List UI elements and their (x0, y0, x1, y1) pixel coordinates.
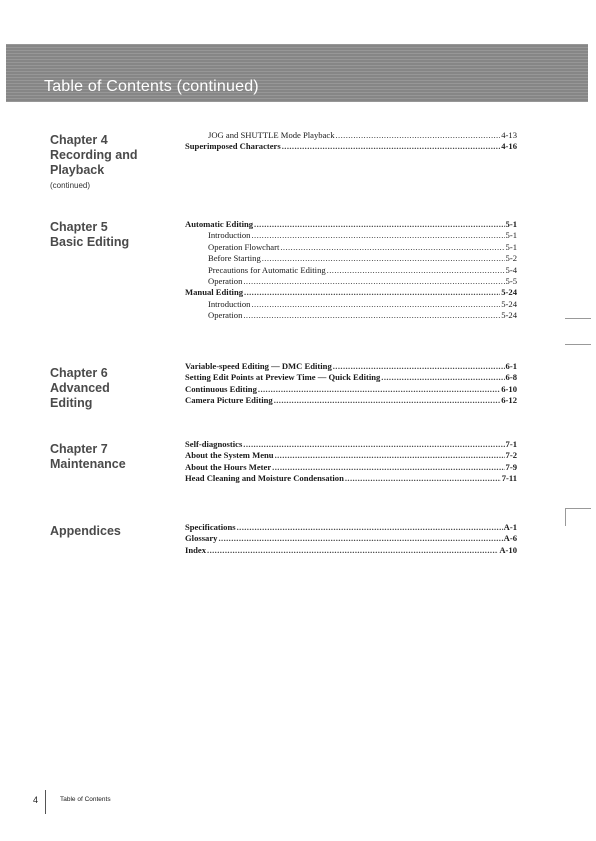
toc-entry-title: JOG and SHUTTLE Mode Playback (208, 130, 335, 140)
toc-leader-dots (218, 533, 502, 544)
toc-entry-title: About the System Menu (185, 450, 274, 461)
toc-leader-dots (336, 130, 501, 141)
toc-entry[interactable] (185, 242, 517, 253)
chapter-heading-line: Basic Editing (50, 235, 130, 249)
toc-leader-dots (243, 439, 504, 450)
chapter-heading-line: Playback (50, 163, 105, 177)
toc-leader-dots (243, 310, 500, 321)
toc-entry-page: 5-4 (505, 264, 517, 275)
toc-entry-title: Head Cleaning and Moisture Condensation (185, 473, 344, 484)
toc-entry-title: Introduction (208, 298, 251, 309)
footer-label: Table of Contents (60, 796, 111, 803)
toc-entry-title: Variable-speed Editing — DMC Editing (185, 361, 332, 371)
chapter-heading-line: Chapter 7 (50, 442, 108, 456)
toc-entry[interactable] (185, 310, 517, 321)
toc-leader-dots (275, 450, 505, 461)
toc-entry-title: Introduction (208, 230, 251, 241)
toc-entry-page: A-1 (503, 522, 517, 532)
chapter-entries (185, 439, 517, 485)
chapter-heading-line: Appendices (50, 524, 121, 538)
chapter-heading (50, 442, 126, 472)
toc-entry-page: 5-2 (505, 253, 517, 264)
toc-leader-dots (207, 545, 498, 556)
toc-entry-title: Glossary (185, 533, 218, 544)
toc-entry[interactable] (185, 287, 517, 298)
toc-leader-dots (251, 230, 504, 241)
chapter-heading-line: Recording and (50, 148, 138, 162)
chapter-entries (185, 522, 517, 556)
toc-entry-page: 6-12 (501, 395, 517, 406)
toc-leader-dots (327, 265, 505, 276)
toc-leader-dots (280, 242, 504, 253)
toc-entry[interactable] (185, 141, 517, 152)
toc-leader-dots (282, 141, 501, 152)
toc-entry[interactable] (185, 372, 517, 383)
page-title: Table of Contents (continued) (44, 78, 259, 95)
toc-entry-page: 4-16 (501, 141, 517, 152)
chapter-heading-line: Editing (50, 396, 93, 410)
chapter-heading (50, 524, 121, 539)
toc-entry-page: 5-5 (505, 275, 517, 286)
chapter-entries (185, 361, 517, 407)
toc-entry-page: 6-10 (501, 383, 517, 394)
toc-leader-dots (381, 372, 504, 383)
toc-leader-dots (251, 299, 500, 310)
toc-entry-page: 7-9 (505, 461, 517, 472)
toc-entry-title: Setting Edit Points at Preview Time — Quick Editing (185, 372, 381, 383)
toc-entry[interactable] (185, 276, 517, 287)
edge-mark (565, 318, 591, 319)
toc-leader-dots (254, 219, 504, 230)
toc-leader-dots (274, 395, 501, 406)
toc-entry-page: 6-8 (505, 372, 517, 383)
toc-leader-dots (262, 253, 505, 264)
toc-entry-title: Camera Picture Editing (185, 395, 273, 406)
chapter-heading-line: Chapter 6 (50, 366, 108, 380)
toc-entry-title: Before Starting (208, 253, 261, 264)
toc-entry-title: Superimposed Characters (185, 141, 281, 152)
toc-entry[interactable] (185, 230, 517, 241)
edge-mark (565, 508, 591, 509)
toc-entry-page: 5-1 (505, 230, 517, 241)
toc-entry[interactable] (185, 219, 517, 230)
toc-entry[interactable] (185, 130, 517, 141)
toc-leader-dots (333, 361, 505, 372)
toc-entry-title: Index (185, 544, 207, 555)
toc-entry-title: About the Hours Meter (185, 461, 272, 472)
toc-leader-dots (272, 462, 504, 473)
chapter-heading-line: Chapter 5 (50, 220, 108, 234)
toc-entry-page: 4-13 (501, 130, 517, 140)
page-number: 4 (33, 795, 39, 805)
toc-entry[interactable] (185, 361, 517, 372)
footer-divider (45, 790, 46, 814)
toc-leader-dots (237, 522, 503, 533)
toc-entry[interactable] (185, 450, 517, 461)
edge-mark (565, 508, 566, 526)
toc-entry[interactable] (185, 439, 517, 450)
toc-entry-title: Specifications (185, 522, 236, 532)
toc-entry-title: Operation Flowchart (208, 241, 280, 252)
toc-entry[interactable] (185, 395, 517, 406)
chapter-note: (continued) (50, 181, 91, 190)
toc-entry-page: 5-1 (505, 241, 517, 252)
toc-entry-page: 5-24 (501, 298, 517, 309)
chapter-entries (185, 219, 517, 322)
chapter-heading-line: Maintenance (50, 457, 126, 471)
chapter-heading (50, 220, 129, 250)
toc-entry[interactable] (185, 462, 517, 473)
chapter-entries (185, 130, 517, 153)
toc-entry-title: Precautions for Automatic Editing (208, 264, 326, 275)
toc-leader-dots (243, 276, 504, 287)
toc-entry-page: A-6 (503, 533, 517, 544)
chapter-heading (50, 366, 110, 411)
toc-entry[interactable] (185, 473, 517, 484)
toc-entry-title: Automatic Editing (185, 219, 254, 229)
toc-entry-title: Continuous Editing (185, 383, 257, 394)
toc-entry-title: Operation (208, 310, 243, 321)
toc-entry[interactable] (185, 299, 517, 310)
chapter-heading-line: Advanced (50, 381, 110, 395)
toc-entry-page: 6-1 (505, 361, 517, 371)
toc-entry[interactable] (185, 253, 517, 264)
toc-entry-page: 5-1 (505, 219, 517, 229)
toc-entry-page: A-10 (499, 544, 517, 555)
chapter-heading-line: Chapter 4 (50, 133, 108, 147)
chapter-heading (50, 133, 138, 192)
toc-entry[interactable] (185, 533, 517, 544)
edge-mark (565, 344, 591, 345)
toc-leader-dots (345, 473, 501, 484)
toc-entry[interactable] (185, 265, 517, 276)
toc-entry-page: 7-1 (505, 439, 517, 449)
toc-entry[interactable] (185, 545, 517, 556)
toc-entry[interactable] (185, 522, 517, 533)
toc-entry-page: 7-2 (505, 450, 517, 461)
toc-leader-dots (244, 287, 500, 298)
toc-entry-title: Self-diagnostics (185, 439, 243, 449)
toc-entry-page: 7-11 (501, 473, 517, 484)
toc-entry-page: 5-24 (501, 310, 517, 321)
toc-entry-title: Manual Editing (185, 287, 244, 298)
toc-entry-page: 5-24 (501, 287, 517, 298)
toc-leader-dots (258, 384, 500, 395)
toc-entry[interactable] (185, 384, 517, 395)
toc-entry-title: Operation (208, 275, 243, 286)
